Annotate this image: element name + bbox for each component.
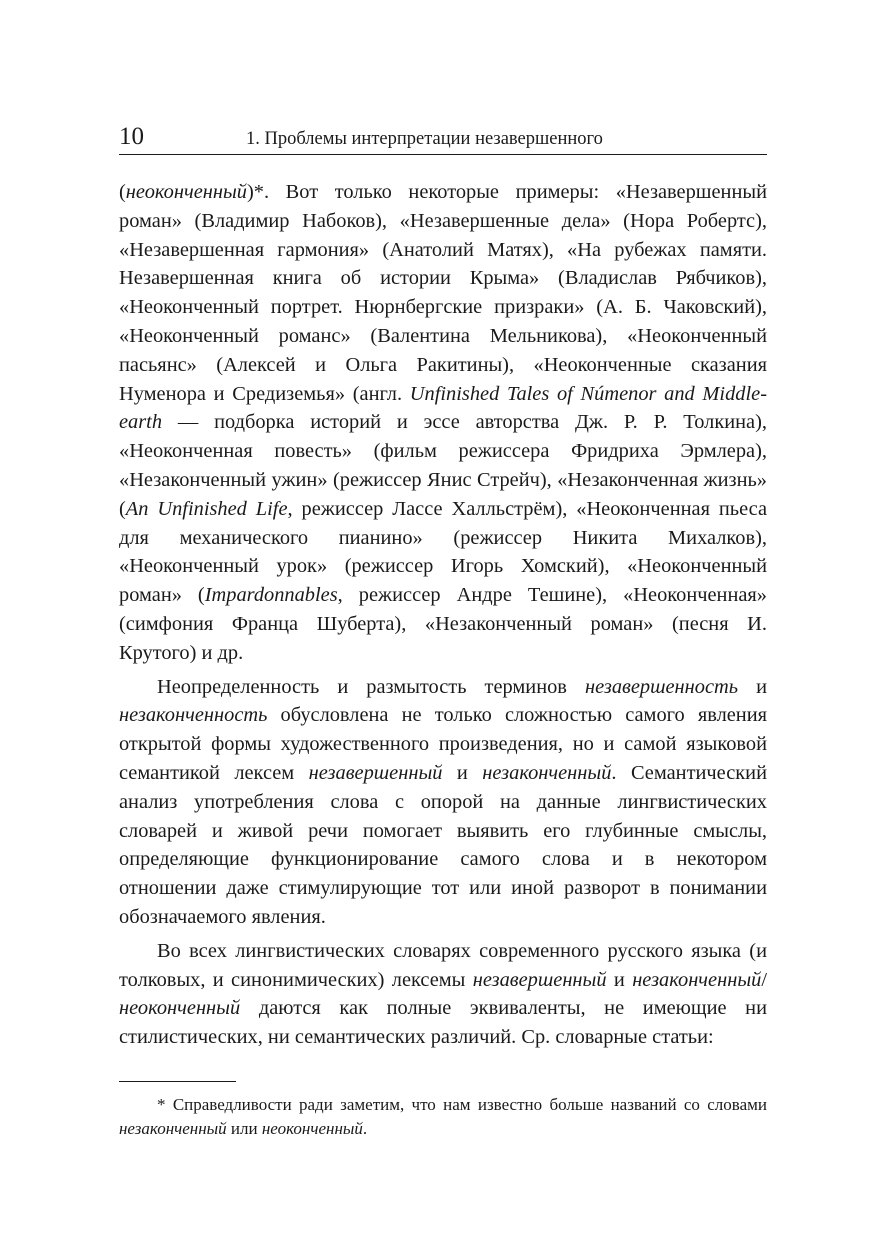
italic-term: незаконченный (632, 968, 762, 991)
main-text (119, 178, 767, 1052)
text-run: . (362, 1119, 368, 1138)
text-run: Во всех лингвистических словарях современного русского языка (и толковых, и синонимических) лексемы (119, 939, 767, 991)
paragraph-terms (119, 673, 767, 932)
paragraph-dictionaries (119, 937, 767, 1052)
text-run: и (738, 675, 767, 698)
text-run: и (606, 968, 633, 991)
text-run: . Семантический анализ употребления слова с опорой на данные лингвистических словарей и живой речи помогает выявить его глубинные смыслы, определяющие функционирование самого слова и в некотором отношении даже стимулирующие тот или иной разворот в понимании обозначаемого явления. (119, 761, 767, 928)
text-run: даются как полные эквиваленты, не имеющие ни стилистических, ни семантических различий. Ср. словарные статьи: (119, 997, 767, 1049)
italic-term: неоконченный (119, 997, 241, 1020)
italic-term: неоконченный (261, 1119, 363, 1138)
italic-term: незавершенный (308, 761, 443, 784)
italic-term: незаконченный (482, 761, 612, 784)
italic-term: незаконченность (119, 704, 268, 727)
text-run: обусловлена не только сложностью самого явления открытой формы художественного произведения, но и самой языковой семантикой лексем (119, 704, 767, 784)
footnote-text (119, 1093, 767, 1141)
italic-title: Unfinished Tales of Númenor and Middle-earth (119, 382, 767, 434)
text-run: и (442, 761, 483, 784)
page-number: 10 (119, 123, 144, 150)
running-header (119, 122, 767, 155)
text-run: )*. Вот только некоторые примеры: «Незавершенный роман» (Владимир Набоков), «Незавершенные дела» (Нора Робертс), «Незавершенная гармония» (Анатолий Матях), «На рубежах памяти. Незавершенная книга об истории Крыма» (Владислав Рябчиков), «Неоконченный портрет. Нюрнбергские призраки» (А. Б. Чаковский), «Неоконченный романс» (Валентина Мельникова), «Неоконченный пасьянс» (Алексей и Ольга Ракитины), «Неоконченные сказания Нуменора и Средиземья» (англ. (119, 181, 767, 405)
paragraph-examples (119, 178, 767, 668)
italic-term: незаконченный (119, 1119, 227, 1138)
italic-term: незавершенность (584, 675, 739, 698)
text-run: Неопределенность и размытость терминов (157, 675, 585, 698)
text-run: , режиссер Андре Тешине), «Неоконченная» (симфония Франца Шуберта), «Незаконченный роман» (песня И. Крутого) и др. (119, 584, 767, 664)
text-run: , режиссер Лассе Халльстрём), «Неоконченная пьеса для механического пианино» (режиссер Никита Михалков), «Неоконченный урок» (режиссер Игорь Хомский), «Неоконченный роман» ( (119, 497, 767, 607)
italic-title: An Unfinished Life (125, 497, 288, 520)
text-run: — подборка историй и эссе авторства Дж. Р. Р. Толкина), «Неоконченная повесть» (фильм режиссера Фридриха Эрмлера), «Незаконченный ужин» (режиссер Янис Стрейч), «Незаконченная жизнь» ( (119, 411, 767, 520)
text-run: ( (119, 181, 126, 203)
text-run: или (226, 1119, 262, 1138)
text-run: / (761, 968, 767, 991)
running-head-title: 1. Проблемы интерпретации незавершенного (246, 129, 603, 149)
footnote (119, 1093, 767, 1141)
italic-term: неоконченный (125, 181, 247, 203)
text-run: * Справедливости ради заметим, что нам известно больше названий со словами (157, 1095, 767, 1114)
footnote-separator (119, 1081, 236, 1082)
italic-term: незавершенный (472, 968, 607, 991)
italic-title: Impardonnables (204, 584, 338, 607)
